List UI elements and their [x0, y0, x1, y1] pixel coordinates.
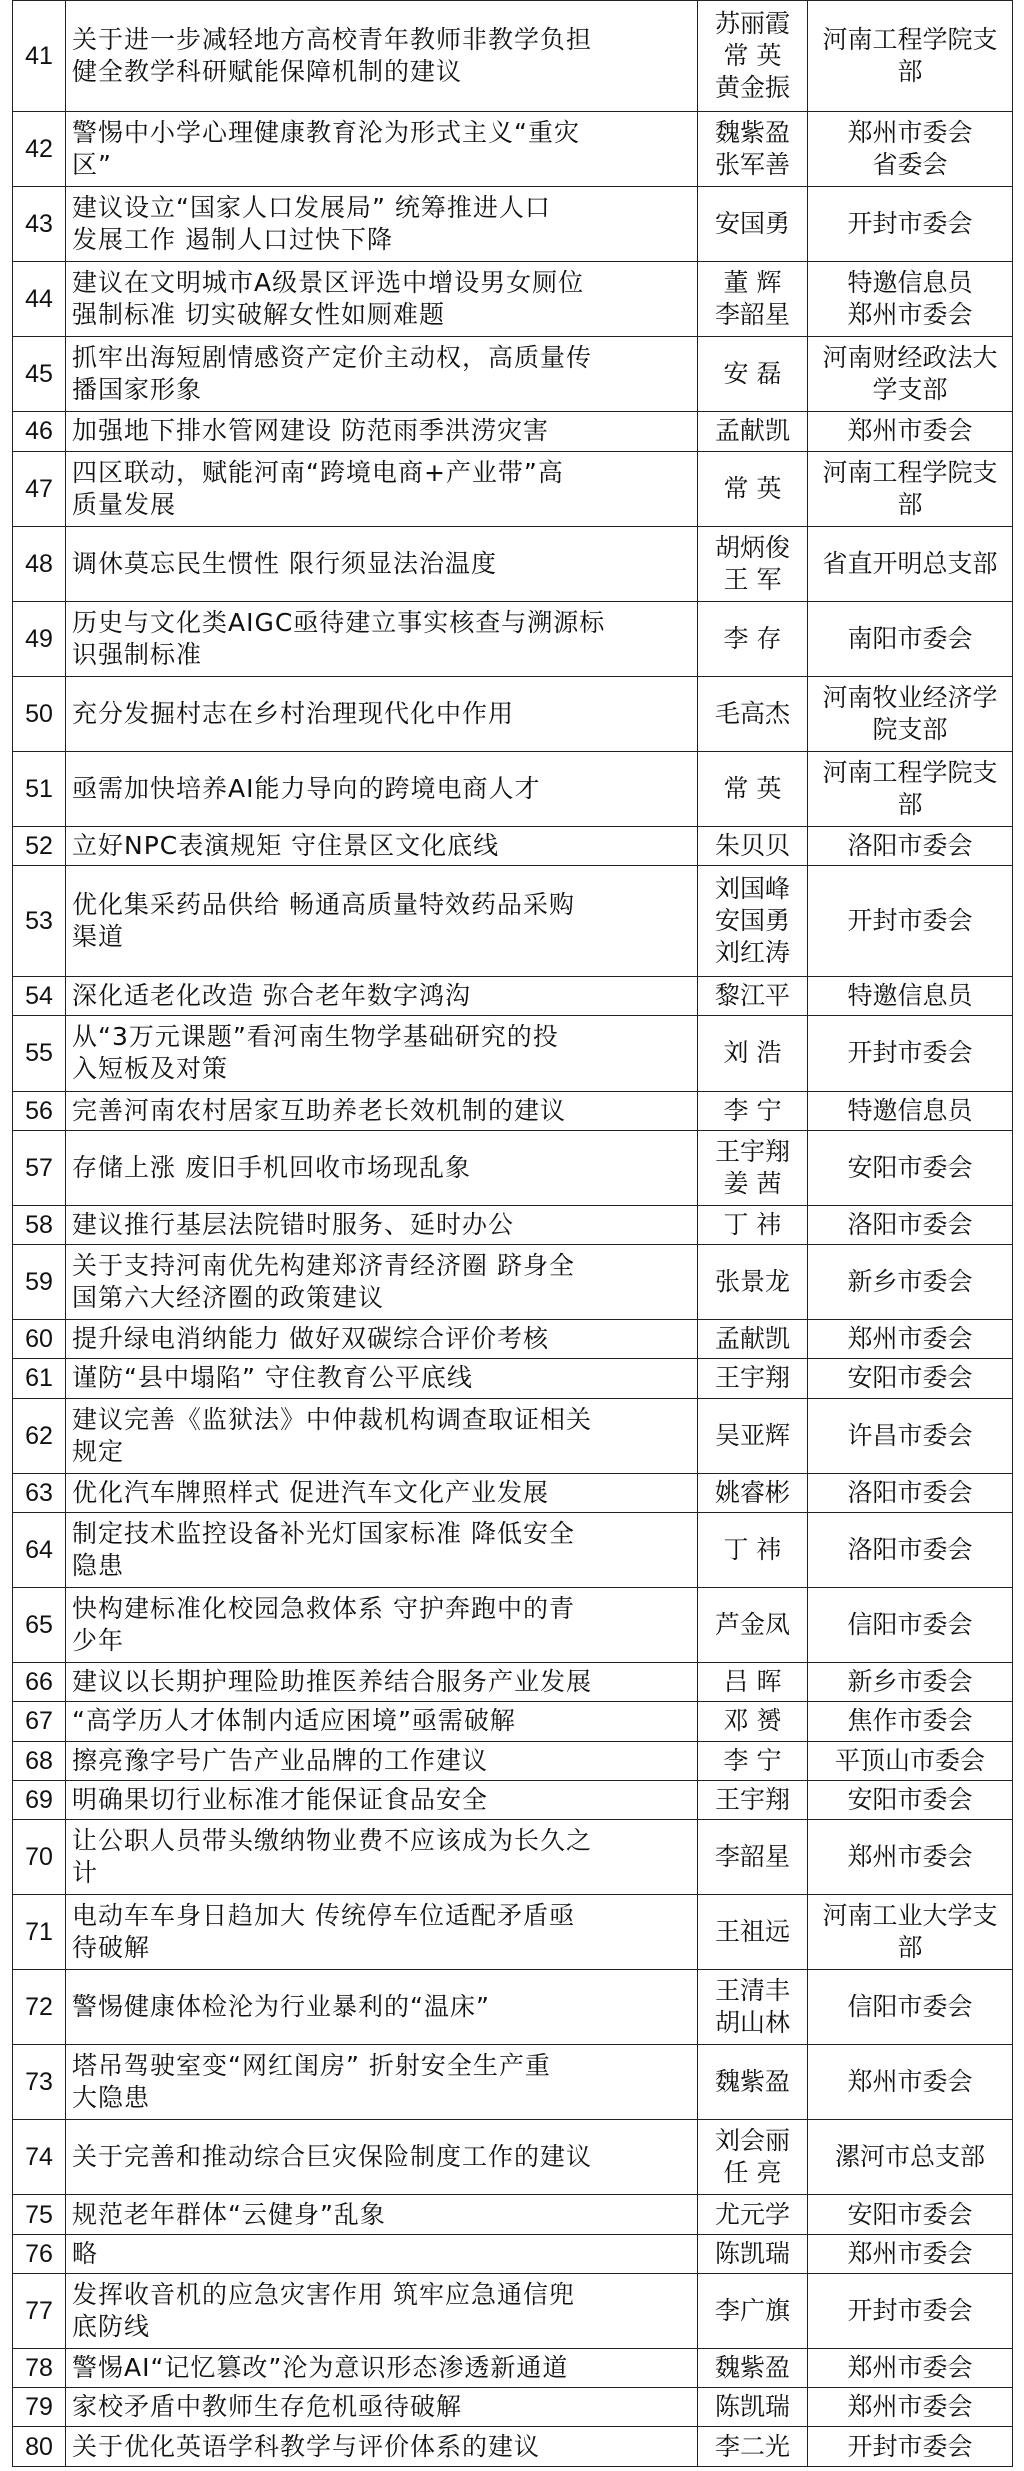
proposal-title: 明确果切行业标准才能保证食品安全 — [66, 1780, 698, 1819]
row-number: 54 — [13, 977, 66, 1016]
table-row — [13, 1970, 1013, 2045]
row-number: 78 — [13, 2348, 66, 2387]
organization: 河南工程学院支 部 — [808, 1, 1013, 112]
organization: 洛阳市委会 — [808, 1512, 1013, 1587]
row-number: 66 — [13, 1663, 66, 1702]
author-names: 刘会丽 任 亮 — [698, 2120, 808, 2195]
organization: 信阳市委会 — [808, 1588, 1013, 1663]
row-number: 70 — [13, 1819, 66, 1894]
table-row — [13, 451, 1013, 526]
row-number: 42 — [13, 111, 66, 186]
table-row — [13, 262, 1013, 337]
author-names: 王清丰 胡山林 — [698, 1970, 808, 2045]
table-row — [13, 866, 1013, 977]
author-names: 李广旗 — [698, 2273, 808, 2348]
organization: 河南牧业经济学 院支部 — [808, 676, 1013, 751]
organization: 开封市委会 — [808, 1016, 1013, 1091]
row-number: 52 — [13, 827, 66, 866]
proposal-title: 存储上涨 废旧手机回收市场现乱象 — [66, 1130, 698, 1205]
proposal-title: 关于支持河南优先构建郑济青经济圈 跻身全 国第六大经济圈的政策建议 — [66, 1245, 698, 1320]
organization: 信阳市委会 — [808, 1970, 1013, 2045]
row-number: 68 — [13, 1741, 66, 1780]
row-number: 57 — [13, 1130, 66, 1205]
row-number: 59 — [13, 1245, 66, 1320]
row-number: 48 — [13, 526, 66, 601]
author-names: 李 存 — [698, 601, 808, 676]
organization: 省直开明总支部 — [808, 526, 1013, 601]
organization: 洛阳市委会 — [808, 827, 1013, 866]
table-row — [13, 2195, 1013, 2234]
table-row — [13, 977, 1013, 1016]
organization: 安阳市委会 — [808, 1780, 1013, 1819]
proposal-title: 历史与文化类AIGC亟待建立事实核查与溯源标 识强制标准 — [66, 601, 698, 676]
proposal-title: 从“3万元课题”看河南生物学基础研究的投 入短板及对策 — [66, 1016, 698, 1091]
author-names: 朱贝贝 — [698, 827, 808, 866]
author-names: 黎江平 — [698, 977, 808, 1016]
row-number: 75 — [13, 2195, 66, 2234]
author-names: 芦金凤 — [698, 1588, 808, 1663]
table-row — [13, 1, 1013, 112]
table-row — [13, 1780, 1013, 1819]
proposal-title: 提升绿电消纳能力 做好双碳综合评价考核 — [66, 1320, 698, 1359]
row-number: 50 — [13, 676, 66, 751]
proposal-title: “高学历人才体制内适应困境”亟需破解 — [66, 1702, 698, 1741]
row-number: 41 — [13, 1, 66, 112]
author-names: 安 磊 — [698, 337, 808, 412]
table-row — [13, 2045, 1013, 2120]
proposal-title: 关于完善和推动综合巨灾保险制度工作的建议 — [66, 2120, 698, 2195]
proposal-title: 发挥收音机的应急灾害作用 筑牢应急通信兜 底防线 — [66, 2273, 698, 2348]
table-row — [13, 1320, 1013, 1359]
table-row — [13, 337, 1013, 412]
organization: 特邀信息员 — [808, 1091, 1013, 1130]
author-names: 胡炳俊 王 军 — [698, 526, 808, 601]
table-row — [13, 111, 1013, 186]
organization: 南阳市委会 — [808, 601, 1013, 676]
author-names: 魏紫盈 — [698, 2045, 808, 2120]
proposal-title: 加强地下排水管网建设 防范雨季洪涝灾害 — [66, 412, 698, 451]
row-number: 53 — [13, 866, 66, 977]
row-number: 67 — [13, 1702, 66, 1741]
organization: 开封市委会 — [808, 187, 1013, 262]
table-row — [13, 2120, 1013, 2195]
author-names: 安国勇 — [698, 187, 808, 262]
proposal-title: 关于优化英语学科教学与评价体系的建议 — [66, 2427, 698, 2467]
table-row — [13, 1588, 1013, 1663]
table-row — [13, 1016, 1013, 1091]
organization: 开封市委会 — [808, 2427, 1013, 2467]
row-number: 46 — [13, 412, 66, 451]
table-row — [13, 2348, 1013, 2387]
proposal-title: 家校矛盾中教师生存危机亟待破解 — [66, 2388, 698, 2427]
row-number: 65 — [13, 1588, 66, 1663]
row-number: 47 — [13, 451, 66, 526]
author-names: 李韶星 — [698, 1819, 808, 1894]
table-row — [13, 2273, 1013, 2348]
row-number: 72 — [13, 1970, 66, 2045]
organization: 洛阳市委会 — [808, 1473, 1013, 1512]
proposal-title: 快构建标准化校园急救体系 守护奔跑中的青 少年 — [66, 1588, 698, 1663]
organization: 郑州市委会 — [808, 412, 1013, 451]
table-row — [13, 1398, 1013, 1473]
author-names: 陈凯瑞 — [698, 2388, 808, 2427]
table-row — [13, 1512, 1013, 1587]
author-names: 丁 祎 — [698, 1512, 808, 1587]
organization: 开封市委会 — [808, 2273, 1013, 2348]
table-row — [13, 2388, 1013, 2427]
organization: 特邀信息员 — [808, 977, 1013, 1016]
table-row — [13, 1091, 1013, 1130]
author-names: 吴亚辉 — [698, 1398, 808, 1473]
author-names: 常 英 — [698, 751, 808, 826]
organization: 平顶山市委会 — [808, 1741, 1013, 1780]
author-names: 孟献凯 — [698, 412, 808, 451]
author-names: 王宇翔 — [698, 1359, 808, 1398]
author-names: 李二光 — [698, 2427, 808, 2467]
proposal-title: 优化汽车牌照样式 促进汽车文化产业发展 — [66, 1473, 698, 1512]
author-names: 孟献凯 — [698, 1320, 808, 1359]
organization: 开封市委会 — [808, 866, 1013, 977]
proposal-title: 塔吊驾驶室变“网红闺房” 折射安全生产重 大隐患 — [66, 2045, 698, 2120]
proposal-title: 立好NPC表演规矩 守住景区文化底线 — [66, 827, 698, 866]
organization: 郑州市委会 — [808, 2388, 1013, 2427]
table-row — [13, 187, 1013, 262]
table-row — [13, 601, 1013, 676]
table-row — [13, 827, 1013, 866]
proposal-title: 建议以长期护理险助推医养结合服务产业发展 — [66, 1663, 698, 1702]
author-names: 张景龙 — [698, 1245, 808, 1320]
row-number: 58 — [13, 1205, 66, 1244]
author-names: 丁 祎 — [698, 1205, 808, 1244]
table-row — [13, 1819, 1013, 1894]
organization: 焦作市委会 — [808, 1702, 1013, 1741]
author-names: 王宇翔 姜 茜 — [698, 1130, 808, 1205]
row-number: 45 — [13, 337, 66, 412]
author-names: 董 辉 李韶星 — [698, 262, 808, 337]
organization: 郑州市委会 — [808, 2045, 1013, 2120]
row-number: 77 — [13, 2273, 66, 2348]
organization: 郑州市委会 — [808, 2234, 1013, 2273]
proposal-title: 亟需加快培养AI能力导向的跨境电商人才 — [66, 751, 698, 826]
proposal-title: 建议设立“国家人口发展局” 统筹推进人口 发展工作 遏制人口过快下降 — [66, 187, 698, 262]
row-number: 56 — [13, 1091, 66, 1130]
table-row — [13, 676, 1013, 751]
author-names: 魏紫盈 张军善 — [698, 111, 808, 186]
author-names: 刘 浩 — [698, 1016, 808, 1091]
organization: 安阳市委会 — [808, 1359, 1013, 1398]
organization: 河南工程学院支 部 — [808, 751, 1013, 826]
proposal-title: 建议在文明城市A级景区评选中增设男女厕位 强制标准 切实破解女性如厕难题 — [66, 262, 698, 337]
author-names: 苏丽霞 常 英 黄金振 — [698, 1, 808, 112]
proposal-title: 制定技术监控设备补光灯国家标准 降低安全 隐患 — [66, 1512, 698, 1587]
table-row — [13, 1205, 1013, 1244]
proposal-title: 略 — [66, 2234, 698, 2273]
table-row — [13, 2427, 1013, 2467]
organization: 郑州市委会 — [808, 1320, 1013, 1359]
row-number: 79 — [13, 2388, 66, 2427]
organization: 郑州市委会 — [808, 2348, 1013, 2387]
row-number: 62 — [13, 1398, 66, 1473]
proposal-title: 谨防“县中塌陷” 守住教育公平底线 — [66, 1359, 698, 1398]
proposal-title: 深化适老化改造 弥合老年数字鸿沟 — [66, 977, 698, 1016]
table-row — [13, 1130, 1013, 1205]
row-number: 51 — [13, 751, 66, 826]
row-number: 80 — [13, 2427, 66, 2467]
row-number: 63 — [13, 1473, 66, 1512]
organization: 安阳市委会 — [808, 1130, 1013, 1205]
proposal-title: 优化集采药品供给 畅通高质量特效药品采购 渠道 — [66, 866, 698, 977]
row-number: 64 — [13, 1512, 66, 1587]
row-number: 76 — [13, 2234, 66, 2273]
organization: 河南财经政法大 学支部 — [808, 337, 1013, 412]
table-row — [13, 1741, 1013, 1780]
table-row — [13, 1895, 1013, 1970]
author-names: 尤元学 — [698, 2195, 808, 2234]
row-number: 60 — [13, 1320, 66, 1359]
proposal-title: 关于进一步减轻地方高校青年教师非教学负担 健全教学科研赋能保障机制的建议 — [66, 1, 698, 112]
row-number: 69 — [13, 1780, 66, 1819]
proposal-table — [12, 0, 1013, 2467]
organization: 许昌市委会 — [808, 1398, 1013, 1473]
organization: 漯河市总支部 — [808, 2120, 1013, 2195]
proposal-title: 完善河南农村居家互助养老长效机制的建议 — [66, 1091, 698, 1130]
row-number: 71 — [13, 1895, 66, 1970]
author-names: 邓 赟 — [698, 1702, 808, 1741]
proposal-title: 警惕AI“记忆篡改”沦为意识形态渗透新通道 — [66, 2348, 698, 2387]
author-names: 吕 晖 — [698, 1663, 808, 1702]
row-number: 74 — [13, 2120, 66, 2195]
author-names: 毛高杰 — [698, 676, 808, 751]
table-row — [13, 1473, 1013, 1512]
organization: 特邀信息员 郑州市委会 — [808, 262, 1013, 337]
organization: 安阳市委会 — [808, 2195, 1013, 2234]
proposal-title: 擦亮豫字号广告产业品牌的工作建议 — [66, 1741, 698, 1780]
author-names: 李 宁 — [698, 1091, 808, 1130]
proposal-table-body — [13, 1, 1013, 2467]
author-names: 陈凯瑞 — [698, 2234, 808, 2273]
table-row — [13, 526, 1013, 601]
table-row — [13, 1359, 1013, 1398]
author-names: 魏紫盈 — [698, 2348, 808, 2387]
organization: 新乡市委会 — [808, 1663, 1013, 1702]
proposal-title: 充分发掘村志在乡村治理现代化中作用 — [66, 676, 698, 751]
proposal-title: 四区联动，赋能河南“跨境电商+产业带”高 质量发展 — [66, 451, 698, 526]
author-names: 王宇翔 — [698, 1780, 808, 1819]
proposal-title: 让公职人员带头缴纳物业费不应该成为长久之 计 — [66, 1819, 698, 1894]
author-names: 李 宁 — [698, 1741, 808, 1780]
author-names: 常 英 — [698, 451, 808, 526]
row-number: 73 — [13, 2045, 66, 2120]
table-row — [13, 1663, 1013, 1702]
organization: 郑州市委会 — [808, 1819, 1013, 1894]
proposal-title: 抓牢出海短剧情感资产定价主动权，高质量传 播国家形象 — [66, 337, 698, 412]
proposal-title: 规范老年群体“云健身”乱象 — [66, 2195, 698, 2234]
row-number: 44 — [13, 262, 66, 337]
row-number: 55 — [13, 1016, 66, 1091]
proposal-title: 电动车车身日趋加大 传统停车位适配矛盾亟 待破解 — [66, 1895, 698, 1970]
row-number: 49 — [13, 601, 66, 676]
proposal-title: 调休莫忘民生惯性 限行须显法治温度 — [66, 526, 698, 601]
author-names: 刘国峰 安国勇 刘红涛 — [698, 866, 808, 977]
proposal-title: 建议推行基层法院错时服务、延时办公 — [66, 1205, 698, 1244]
table-row — [13, 751, 1013, 826]
row-number: 43 — [13, 187, 66, 262]
organization: 新乡市委会 — [808, 1245, 1013, 1320]
organization: 河南工程学院支 部 — [808, 451, 1013, 526]
proposal-title: 警惕健康体检沦为行业暴利的“温床” — [66, 1970, 698, 2045]
organization: 洛阳市委会 — [808, 1205, 1013, 1244]
table-row — [13, 1702, 1013, 1741]
organization: 郑州市委会 省委会 — [808, 111, 1013, 186]
row-number: 61 — [13, 1359, 66, 1398]
table-row — [13, 412, 1013, 451]
author-names: 王祖远 — [698, 1895, 808, 1970]
proposal-title: 警惕中小学心理健康教育沦为形式主义“重灾 区” — [66, 111, 698, 186]
proposal-title: 建议完善《监狱法》中仲裁机构调查取证相关 规定 — [66, 1398, 698, 1473]
table-row — [13, 1245, 1013, 1320]
table-row — [13, 2234, 1013, 2273]
author-names: 姚睿彬 — [698, 1473, 808, 1512]
organization: 河南工业大学支 部 — [808, 1895, 1013, 1970]
